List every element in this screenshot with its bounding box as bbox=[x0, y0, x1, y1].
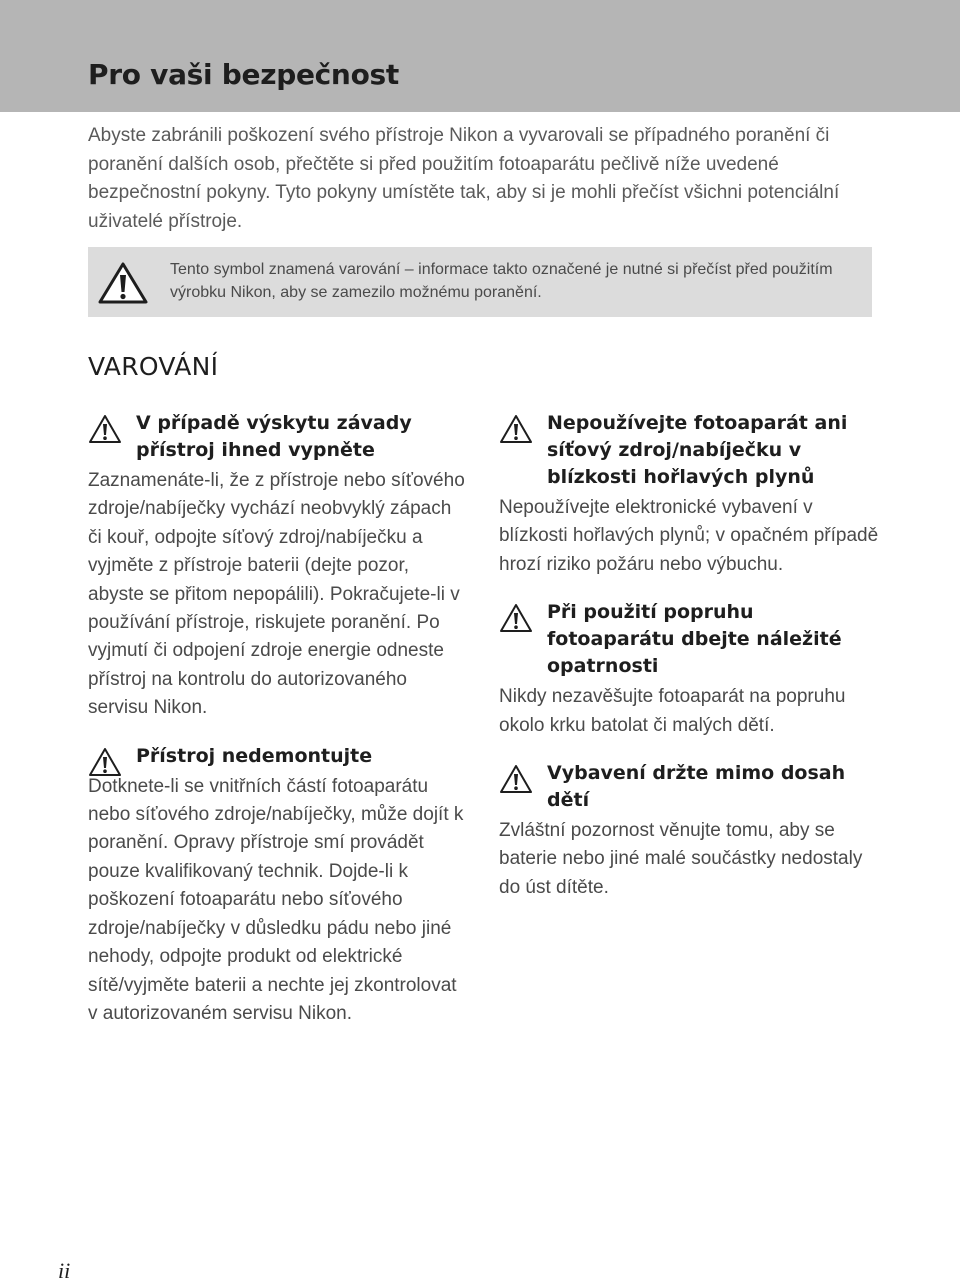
warning-item-body: Nikdy nezavěšujte fotoaparát na popruhu okolo krku batolat či malých dětí. bbox=[499, 686, 846, 736]
warning-item-title: Přístroj nedemontujte bbox=[136, 744, 373, 767]
notice-box bbox=[88, 247, 872, 317]
warning-triangle-icon bbox=[499, 414, 533, 444]
warning-item-header bbox=[88, 743, 468, 770]
page-number: ii bbox=[58, 1258, 71, 1283]
warning-item-header bbox=[499, 599, 884, 680]
warning-item-title: Nepoužívejte fotoaparát ani síťový zdroj/nabíječku v blízkosti hořlavých plynů bbox=[547, 412, 848, 488]
warning-item-title: Při použití popruhu fotoaparátu dbejte náležité opatrnosti bbox=[547, 601, 842, 678]
left-column bbox=[88, 410, 468, 1048]
warning-item-body: Zaznamenáte-li, že z přístroje nebo síťového zdroje/nabíječky vychází neobvyklý zápach či kouř, odpojte síťový zdroj/nabíječku a vyjměte z přístroje baterii (dejte pozor, abyste se přitom nepopálili). Pokračujete-li v používání přístroje, riskujete poranění. Po vyjmutí či odpojení zdroje energie odneste přístroj na kontrolu do autorizovaného servisu Nikon. bbox=[88, 470, 465, 719]
warning-item-header bbox=[88, 410, 468, 464]
page-title: Pro vaši bezpečnost bbox=[88, 58, 399, 91]
warning-triangle-icon bbox=[98, 261, 148, 305]
warning-item-title: V případě výskytu závady přístroj ihned vypněte bbox=[136, 412, 412, 461]
warning-item bbox=[88, 743, 468, 1029]
section-heading-warning: VAROVÁNÍ bbox=[88, 352, 219, 381]
warning-item bbox=[88, 410, 468, 723]
header-band bbox=[0, 0, 960, 112]
warning-triangle-icon bbox=[499, 603, 533, 633]
warning-item-body: Zvláštní pozornost věnujte tomu, aby se baterie nebo jiné malé součástky nedostaly do úst dítěte. bbox=[499, 820, 863, 898]
notice-text: Tento symbol znamená varování – informace takto označené je nutné si přečíst před použitím výrobku Nikon, aby se zamezilo možnému poranění. bbox=[170, 261, 833, 301]
warning-item bbox=[499, 760, 884, 902]
warning-triangle-icon bbox=[499, 764, 533, 794]
warning-item bbox=[499, 599, 884, 740]
warning-item-body: Nepoužívejte elektronické vybavení v blízkosti hořlavých plynů; v opačném případě hrozí riziko požáru nebo výbuchu. bbox=[499, 497, 879, 575]
warning-item-header bbox=[499, 410, 884, 491]
warning-triangle-icon bbox=[88, 414, 122, 444]
intro-paragraph: Abyste zabránili poškození svého přístroje Nikon a vyvarovali se případného poranění či poranění dalších osob, přečtěte si před použitím fotoaparátu pečlivě níže uvedené bezpečnostní pokyny. Tyto pokyny umístěte tak, aby si je mohli přečíst všichni potenciální uživatelé přístroje. bbox=[88, 125, 840, 232]
right-column bbox=[499, 410, 884, 922]
warning-item-title: Vybavení držte mimo dosah dětí bbox=[547, 762, 846, 812]
warning-item-header bbox=[499, 760, 884, 814]
warning-triangle-icon bbox=[88, 747, 122, 777]
warning-item bbox=[499, 410, 884, 579]
warning-item-body: Dotknete-li se vnitřních částí fotoaparátu nebo síťového zdroje/nabíječky, může dojít k poranění. Opravy přístroje smí provádět pouze kvalifikovaný technik. Dojde-li k poškození fotoaparátu nebo síťového zdroje/nabíječky v důsledku pádu nebo jiné nehody, odpojte produkt od elektrické sítě/vyjměte baterii a nechte jej zkontrolovat v autorizovaném servisu Nikon. bbox=[88, 775, 464, 1024]
